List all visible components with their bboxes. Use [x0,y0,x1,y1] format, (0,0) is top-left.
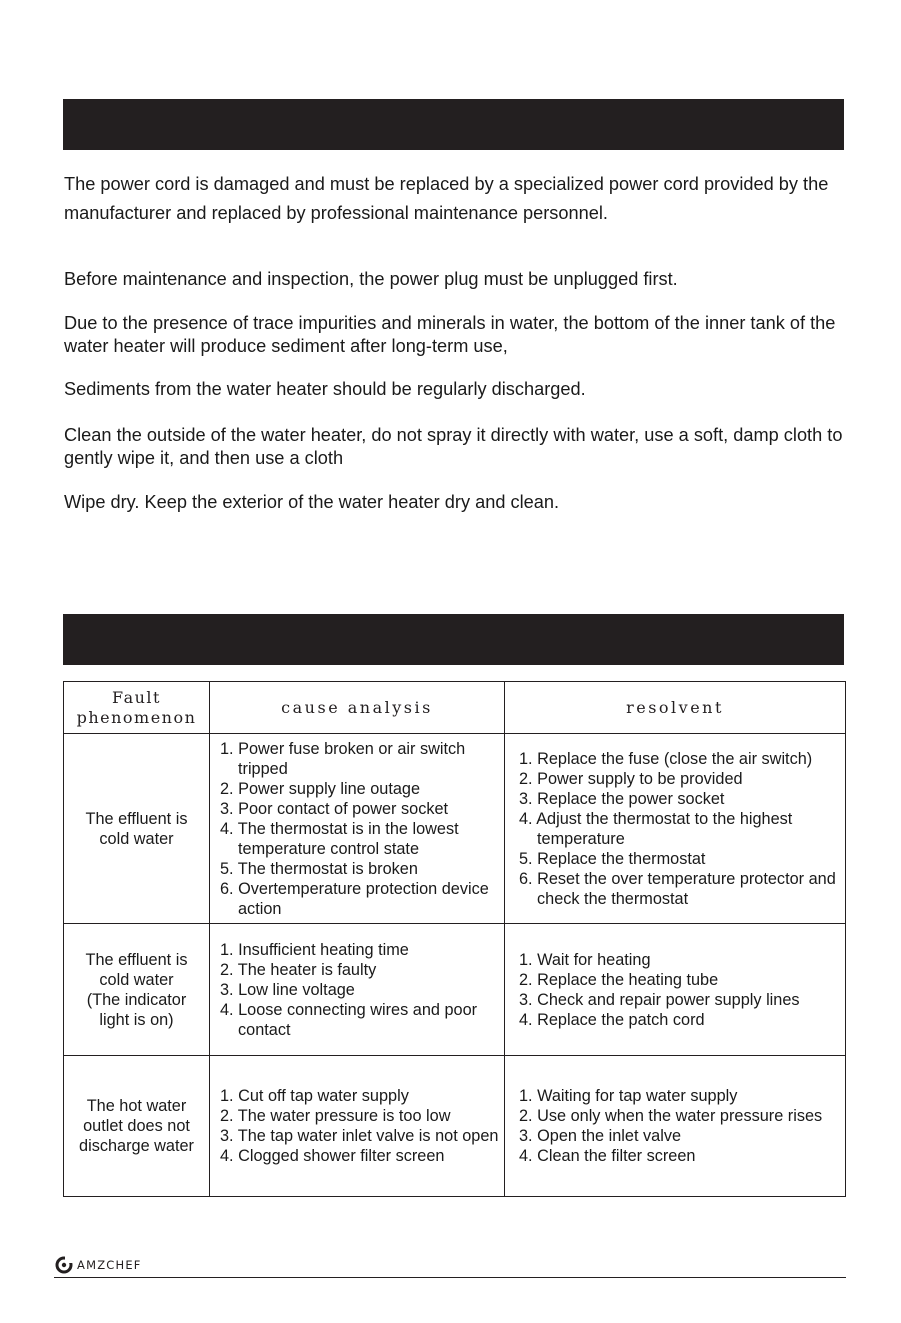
phenomenon-line: The effluent is [85,950,188,969]
solution-item: 5. Replace the thermostat [519,849,706,868]
solution-item: 2. Replace the heating tube [519,970,719,989]
solution-item: 2. Power supply to be provided [519,769,743,788]
troubleshooting-table [63,681,846,1197]
solution-item: 3. Check and repair power supply lines [519,990,800,1009]
header-resolvent: resolvent [505,682,846,734]
header-cause-analysis: cause analysis [210,682,505,734]
cause-item: 6. Overtemperature protection device action [220,879,489,918]
solution-item: 6. Reset the over temperature protector and check the thermostat [519,869,836,908]
paragraph-sediment-discharge: Sediments from the water heater should be regularly discharged. [64,379,586,399]
solution-item: 4. Clean the filter screen [519,1147,696,1165]
phenomenon-line: The effluent is [85,809,188,828]
phenomenon-cell [64,924,210,1056]
solution-item: 3. Replace the power socket [519,789,725,808]
troubleshooting-section-header-bar [63,614,844,665]
cause-item: 1. Power fuse broken or air switch tripped [220,739,466,778]
phenomenon-line: light is on) [99,1010,174,1029]
brand-logo [55,1255,142,1275]
phenomenon-cell [64,734,210,924]
cause-item: 4. Clogged shower filter screen [220,1147,445,1165]
solution-item: 1. Wait for heating [519,950,651,969]
cause-item: 5. The thermostat is broken [220,859,418,878]
table-row [64,924,846,1056]
footer-divider [54,1277,846,1278]
table-row [64,1056,846,1197]
paragraph-sediment-cause: Due to the presence of trace impurities and minerals in water, the bottom of the inner tank of the water heater will produce sediment after long-term use, [64,313,836,356]
phenomenon-line: (The indicator [86,990,187,1009]
phenomenon-line: discharge water [79,1137,194,1155]
cause-item: 4. Loose connecting wires and poor contact [220,1000,478,1039]
solution-item: 1. Waiting for tap water supply [519,1087,738,1105]
cause-item: 1. Insufficient heating time [220,940,409,959]
brand-name: AMZCHEF [77,1258,142,1272]
cause-cell [210,734,505,924]
paragraph-wipe-dry: Wipe dry. Keep the exterior of the water heater dry and clean. [64,492,560,512]
paragraph-power-cord: The power cord is damaged and must be replaced by a specialized power cord provided by the manufacturer and replaced by professional maintenance personnel. [64,174,829,223]
cause-item: 3. The tap water inlet valve is not open [220,1127,499,1145]
cause-item: 3. Poor contact of power socket [220,799,449,818]
cause-cell [210,1056,505,1197]
header-fault-phenomenon: Fault phenomenon [64,682,210,734]
paragraph-clean-exterior: Clean the outside of the water heater, do not spray it directly with water, use a soft, damp cloth to gently wipe it, and then use a cloth [64,425,843,468]
paragraph-unplug: Before maintenance and inspection, the power plug must be unplugged first. [64,269,678,289]
solution-item: 4. Adjust the thermostat to the highest temperature [519,809,793,848]
solution-item: 3. Open the inlet valve [519,1127,682,1145]
solution-item: 2. Use only when the water pressure rises [519,1107,823,1125]
cause-item: 2. The water pressure is too low [220,1107,451,1125]
phenomenon-cell [64,1056,210,1197]
table-header-row [64,682,846,734]
amzchef-logo-icon [55,1256,73,1274]
cause-cell [210,924,505,1056]
solution-cell [505,924,846,1056]
cause-item: 3. Low line voltage [220,980,355,999]
solution-item: 1. Replace the fuse (close the air switch) [519,749,813,768]
cause-item: 4. The thermostat is in the lowest temperature control state [220,819,459,858]
cause-item: 1. Cut off tap water supply [220,1087,409,1105]
phenomenon-line: cold water [99,829,174,848]
phenomenon-line: cold water [99,970,174,989]
cause-item: 2. Power supply line outage [220,779,421,798]
phenomenon-line: The hot water [86,1097,187,1115]
maintenance-section-header-bar [63,99,844,150]
solution-item: 4. Replace the patch cord [519,1010,705,1029]
solution-cell [505,1056,846,1197]
phenomenon-line: outlet does not [83,1117,190,1135]
solution-cell [505,734,846,924]
table-row [64,734,846,924]
cause-item: 2. The heater is faulty [220,960,377,979]
